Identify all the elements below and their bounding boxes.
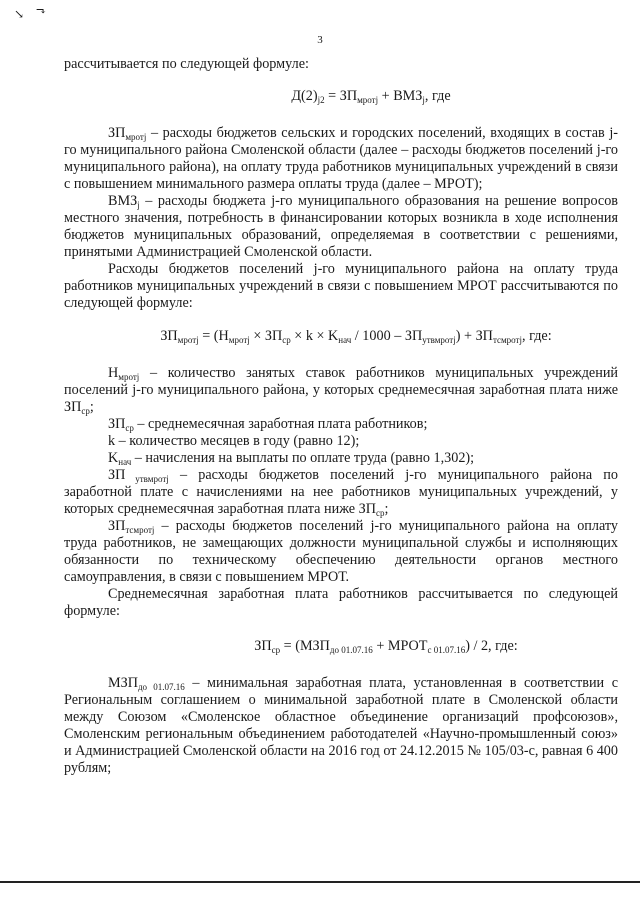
scan-mark-1: ↘ (14, 7, 25, 21)
intro-line: рассчитывается по следующей формуле: (64, 56, 309, 72)
definition-zp-utv: ЗП $_{утвмротj}$ – расходы бюджетов поселений j-го муниципального района по заработной плате с начислениями на нее работников муниципальных учреждений, у которых среднемесячная заработная плата ниже $ЗП_{ср}$; (64, 467, 618, 518)
scan-mark-2: ⬎ (36, 4, 47, 18)
formula-d2: $Д(2)_{j2} = ЗП_{мротj} + ВМЗ_j$, где (291, 88, 451, 105)
definition-k: k – количество месяцев в году (равно 12); (108, 433, 360, 449)
definition-n-mrot: $Н_{мротj}$ – количество занятых ставок работников муниципальных учреждений поселений j-го муниципального района, у которых среднемесячная заработная плата ниже $ЗП_{ср}$; (64, 365, 618, 416)
formula-zp-sr: $ЗП_{ср} = (МЗП_{до 01.07.16}$ + $МРОТ_{с 01.07.16}) / 2$, где: (254, 638, 518, 655)
paragraph-rashody: Расходы бюджетов поселений j-го муниципального района на оплату труда работников муниципальных учреждений в связи с повышением МРОТ рассчитываются по следующей формуле: (64, 261, 618, 311)
paragraph-srednemesyachnaya: Среднемесячная заработная плата работников рассчитывается по следующей формуле: (64, 586, 618, 619)
definition-zp-mrot: $ЗП_{мротj}$ – расходы бюджетов сельских и городских поселений, входящих в состав j-го муниципального района Смоленской области (далее – расходы бюджетов поселений j-го муниципального района), на оплату труда работников муниципальных учреждений в связи с повышением минимального размера оплаты труда (далее – МРОТ); (64, 125, 618, 192)
document-body (64, 56, 618, 777)
page-number: 3 (317, 34, 323, 46)
definition-vmz: $ВМЗ_j$ – расходы бюджета j-го муниципального образования на решение вопросов местного значения, потребность в финансировании которых возникла в ходе исполнения бюджетов муниципальных образований, определяемая в соответствии с решениями, принятыми Администрацией Смоленской области. (64, 193, 618, 260)
definition-mzp: $МЗП_{до 01.07.16}$ – минимальная заработная плата, установленная в соответствии с Региональным соглашением о минимальной заработной плате в Смоленской области между Союзом «Смоленское областное объединение организаций профсоюзов», Смоленским региональным объединением работодателей «Научно-промышленный союз» и Администрацией Смоленской области на 2016 год от 24.12.2015 № 105/03-с, равная 6 400 рублям; (64, 675, 618, 776)
definition-zp-sr: $ЗП_{ср}$ – среднемесячная заработная плата работников; (108, 416, 428, 433)
definition-k-nach: $K_{нач}$ – начисления на выплаты по оплате труда (равно 1,302); (108, 450, 475, 467)
definition-zp-ts: $ЗП_{тсмротj}$ – расходы бюджетов поселений j-го муниципального района на оплату труда работников, не замещающих должности муниципальной службы и исполняющих обязанности по техническому обеспечению деятельности органов местного самоуправления, в связи с повышением МРОТ. (64, 518, 618, 585)
formula-zp-mrot: $ЗП_{мротj} = (Н_{мротj} \times ЗП_{ср} \times k \times K_{нач} / 1000 - ЗП_{утвмротj}) + ЗП_{тсмротj}$, где: (160, 328, 552, 345)
page-bottom-rule (0, 881, 640, 883)
